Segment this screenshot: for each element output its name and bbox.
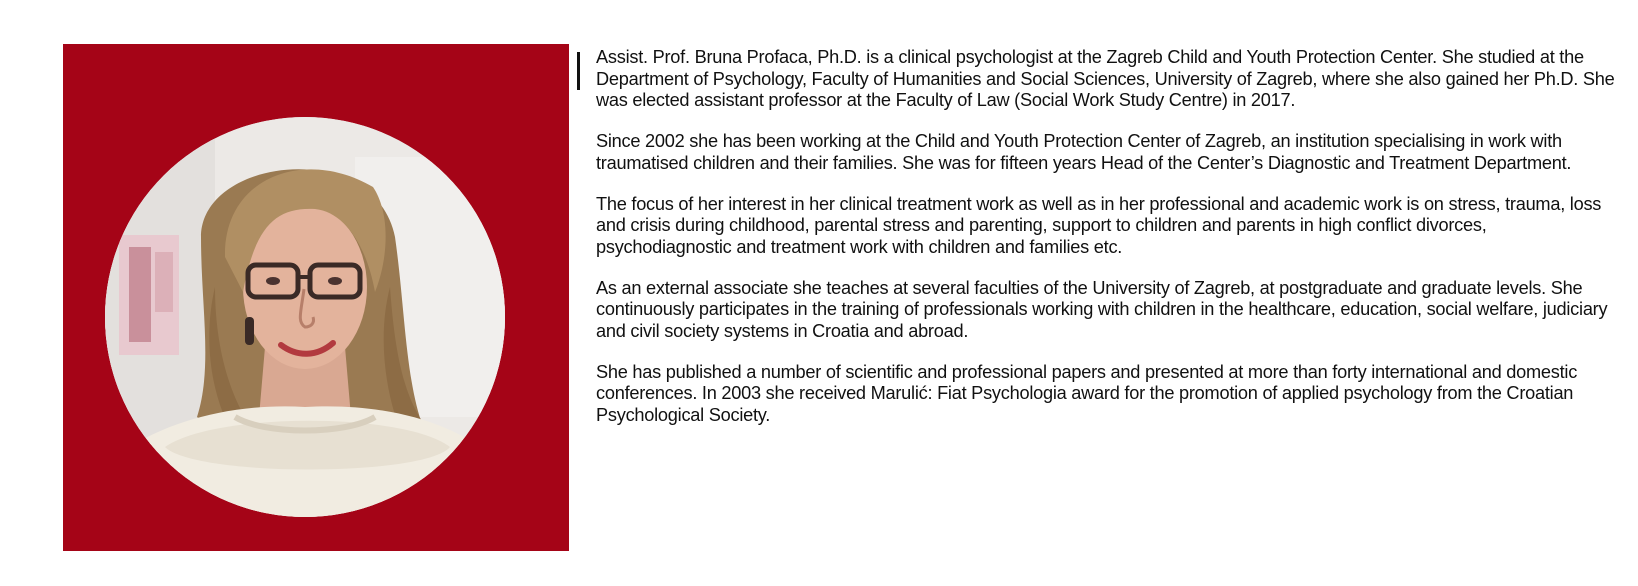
bio-paragraph: She has published a number of scientific and professional papers and presented at more than forty international and domestic conferences. In 2003 she received Marulić: Fiat Psychologia award for the promotion of applied psychology from the Croatian Psychological Society. (596, 361, 1578, 425)
text-cursor-bar (577, 52, 580, 90)
biography-text (596, 47, 1616, 446)
photo-panel (63, 44, 569, 551)
bio-paragraph: Since 2002 she has been working at the Child and Youth Protection Center of Zagreb, an institution specialising in work with traumatised children and their families. She was for fifteen years Head of the Center’s Diagnostic and Treatment Department. (596, 131, 1572, 173)
bio-paragraph: As an external associate she teaches at several faculties of the University of Zagreb, at postgraduate and graduate levels. She continuously participates in the training of professionals working with children in the healthcare, education, social welfare, judiciary and civil society systems in Croatia and abroad. (596, 277, 1608, 341)
bio-paragraph: Assist. Prof. Bruna Profaca, Ph.D. is a clinical psychologist at the Zagreb Child and Youth Protection Center. She studied at the Department of Psychology, Faculty of Humanities and Social Sciences, University of Zagreb, where she also gained her Ph.D. She was elected assistant professor at the Faculty of Law (Social Work Study Centre) in 2017. (596, 47, 1615, 110)
portrait-illustration (105, 117, 505, 517)
bio-paragraph: The focus of her interest in her clinical treatment work as well as in her professional and academic work is on stress, trauma, loss and crisis during childhood, parental stress and parenting, support to children and parents in high conflict divorces, psychodiagnostic and treatment work with children and families etc. (596, 193, 1602, 257)
portrait-photo (105, 117, 505, 517)
